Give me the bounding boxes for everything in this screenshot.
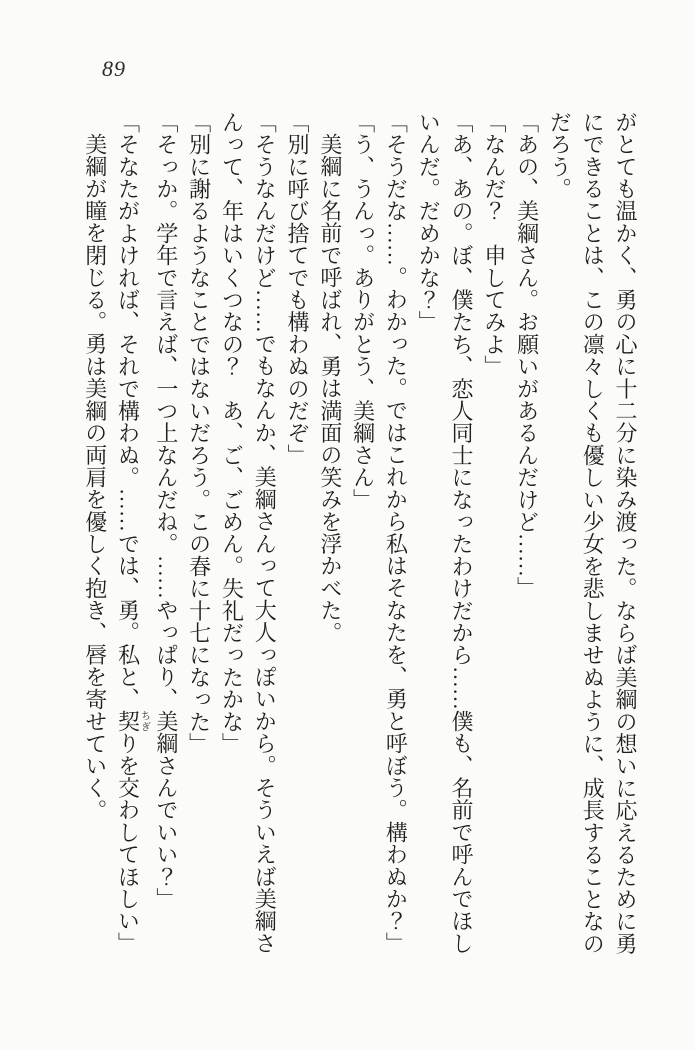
paragraph: 「そうだな……。わかった。ではこれから私はそなたを、勇と呼ぼう。構わぬか？」 xyxy=(379,111,412,961)
ellipsis: … xyxy=(383,244,409,267)
ellipsis: … xyxy=(153,555,179,578)
furigana-reading: ちぎ xyxy=(138,710,150,733)
ellipsis: … xyxy=(514,554,540,578)
paragraph: 「あの、美綱さん。お願いがあるんだけど……」 xyxy=(510,111,543,961)
paragraph: 「なんだ？ 申してみよ」 xyxy=(481,111,507,378)
ellipsis: … xyxy=(449,688,475,711)
ellipsis: … xyxy=(252,288,278,311)
ellipsis: … xyxy=(115,510,141,533)
paragraph: 「そなたがよければ、それで構わぬ。……では、勇。私と、契ちぎりを交わしてほしい」 xyxy=(111,111,149,961)
paragraph: 「別に謝るようなことではないだろう。この春に十七になった」 xyxy=(186,111,212,755)
ellipsis: … xyxy=(153,577,179,600)
furigana-ruby: 契ちぎ xyxy=(115,710,150,733)
ellipsis: … xyxy=(449,666,475,689)
paragraph: 美綱に名前で呼ばれ、勇は満面の笑みを浮かべた。 xyxy=(317,133,343,644)
page-number: 89 xyxy=(102,56,126,81)
paragraph: 「別に呼び捨てでも構わぬのだぞ」 xyxy=(285,111,311,467)
paragraph: 美綱が瞳を閉じる。勇は美綱の両肩を優しく抱き、唇を寄せていく。 xyxy=(82,133,108,822)
ellipsis: … xyxy=(514,532,540,556)
paragraph: 「あ、あの。ぼ、僕たち、恋人同士になったわけだから……僕も、名前で呼んでほしいんだ。だめかな？」 xyxy=(411,111,477,961)
vertical-text-block xyxy=(83,111,641,961)
paragraph: 「そっか。学年で言えば、一つ上なんだね。……やっぱり、美綱さんでいい？」 xyxy=(149,111,182,961)
ellipsis: … xyxy=(383,222,409,245)
paragraph: 「そうなんだけど……でもなんか、美綱さんって大人っぽいから。そういえば美綱さんって、年はいくつなの？ あ、ご、ごめん。失礼だったかな」 xyxy=(215,111,281,961)
ellipsis: … xyxy=(115,488,141,511)
ellipsis: … xyxy=(252,310,278,333)
paragraph: 「う、うんっ。ありがとう、美綱さん」 xyxy=(350,111,376,511)
paragraph: がとても温かく、勇の心に十二分に染み渡った。ならば美綱の想いに応えるために勇にできることは、この凛々しくも優しい少女を悲しませぬように、成長することなのだろう。 xyxy=(547,111,638,955)
